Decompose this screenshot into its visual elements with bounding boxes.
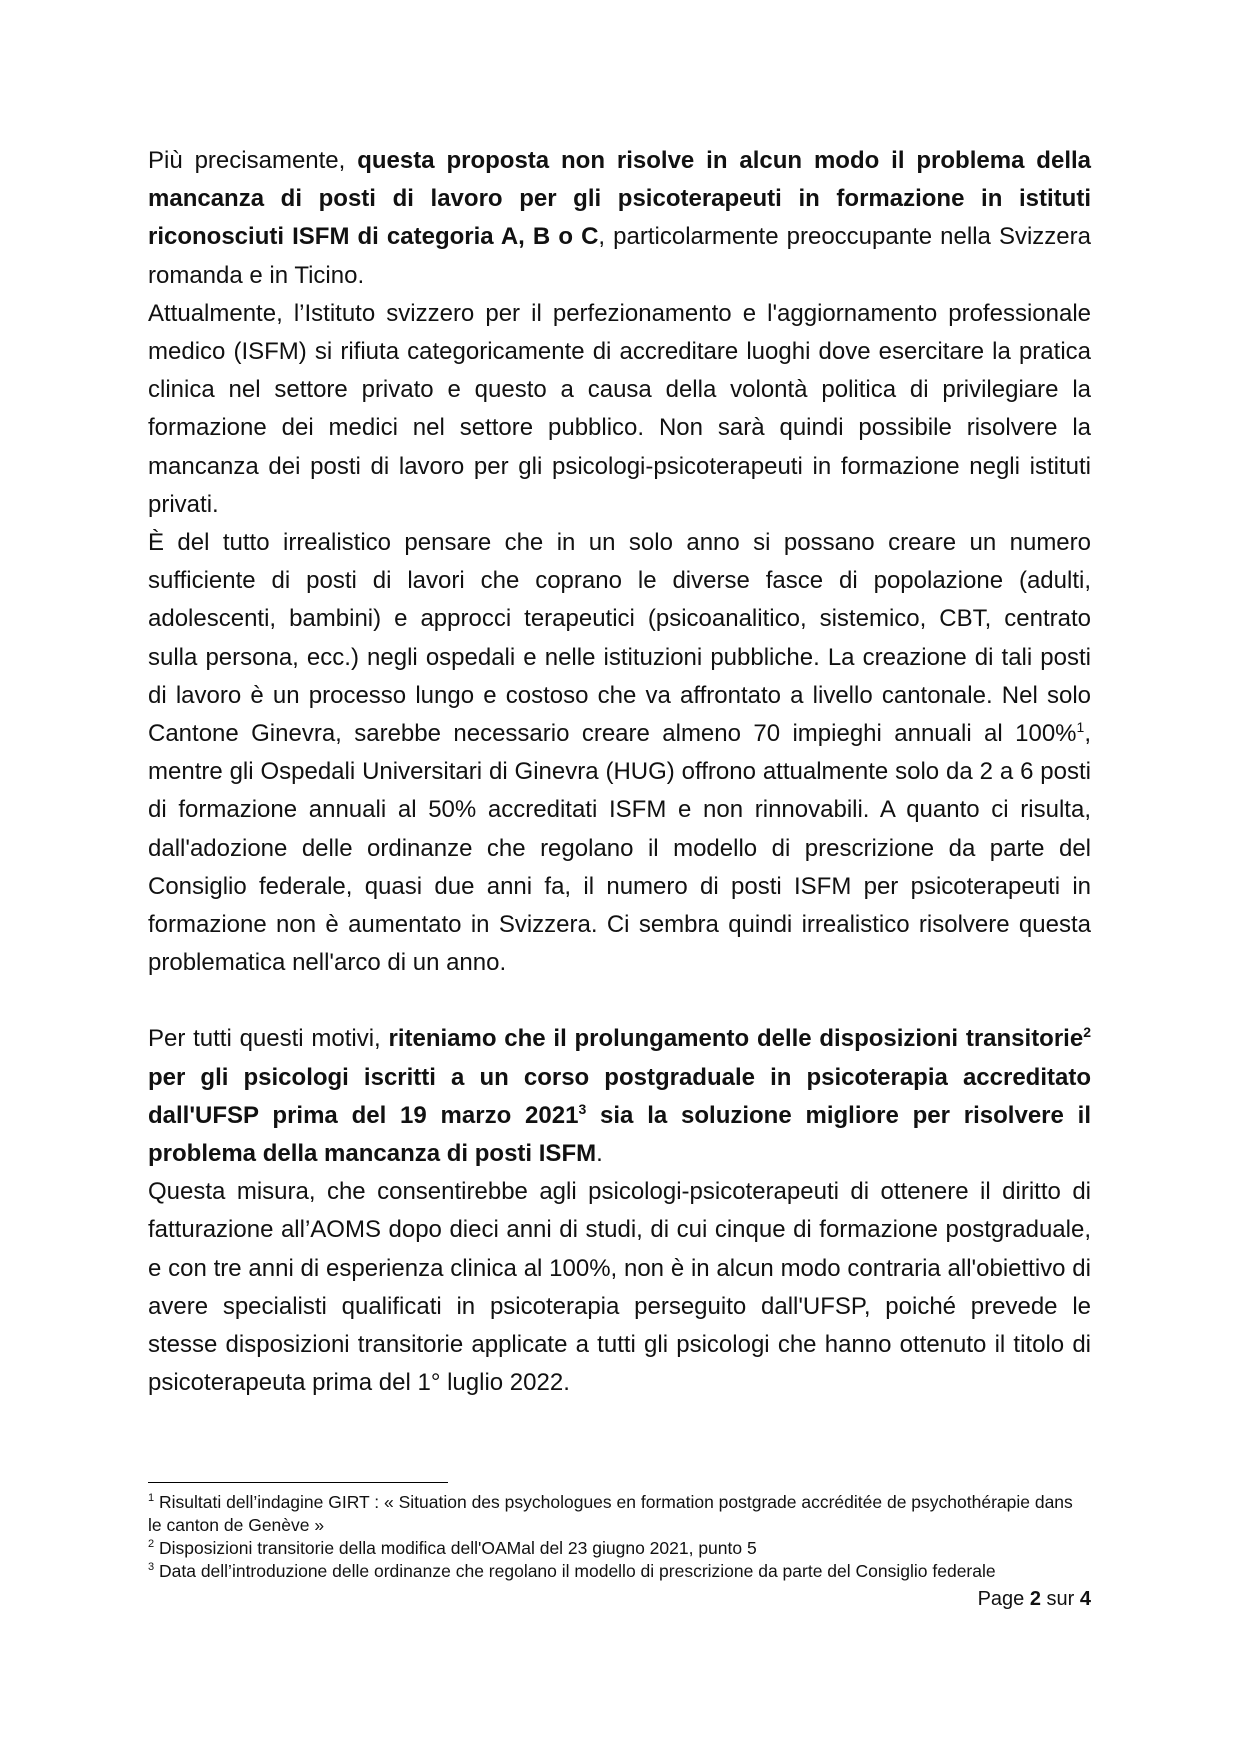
paragraph-2: Attualmente, l’Istituto svizzero per il perfezionamento e l'aggiornamento professionale medico (ISFM) si rifiuta categoricamente di accreditare luoghi dove esercitare la pratica clinica nel settore privato e questo a causa della volontà politica di privilegiare la formazione dei medici nel settore pubblico. Non sarà quindi possibile risolvere la mancanza dei posti di lavoro per gli psicologi-psicoterapeuti in formazione negli istituti privati.: [148, 299, 1091, 518]
footnotes: [148, 1482, 1091, 1583]
paragraph-5: Questa misura, che consentirebbe agli psicologi-psicoterapeuti di ottenere il diritto di fatturazione all’AOMS dopo dieci anni di studi, di cui cinque di formazione postgraduale, e con tre anni di esperienza clinica al 100%, non è in alcun modo contraria all'obiettivo di avere specialisti qualificati in psicoterapia perseguito dall'UFSP, poiché prevede le stesse disposizioni transitorie applicate a tutti gli psicologi che hanno ottenuto il titolo di psicoterapeuta prima del 1° luglio 2022.: [148, 1178, 1091, 1397]
emphasis-text: questa proposta non risolve in alcun modo il problema della mancanza di posti di lavoro per gli psicoterapeuti in formazione in istituti riconosciuti ISFM di categoria A, B o C: [148, 147, 1092, 251]
footnote-1: $^1$ Risultati dell’indagine GIRT : « Situation des psychologues en formation postgrade accréditée de psychothérapie dans le canton de Genève »: [148, 1492, 1073, 1535]
body-text: [148, 142, 1091, 1403]
paragraph-3: È del tutto irrealistico pensare che in un solo anno si possano creare un numero sufficiente di posti di lavori che coprano le diverse fasce di popolazione (adulti, adolescenti, bambini) e approcci terapeutici (psicoanalitico, sistemico, CBT, centrato sulla persona, ecc.) negli ospedali e nelle istituzioni pubbliche. La creazione di tali posti di lavoro è un processo lungo e costoso che va affrontato a livello cantonale. Nel solo Cantone Ginevra, sarebbe necessario creare almeno 70 impieghi annuali al 100%$^1$, mentre gli Ospedali Universitari di Ginevra (HUG) offrono attualmente solo da 2 a 6 posti di formazione annuali al 50% accreditati ISFM e non rinnovabili. A quanto ci risulta, dall'adozione delle ordinanze che regolano il modello di prescrizione da parte del Consiglio federale, quasi due anni fa, il numero di posti ISFM per psicoterapeuti in formazione non è aumentato in Svizzera. Ci sembra quindi irrealistico risolvere questa problematica nell'arco di un anno.: [148, 529, 1091, 977]
footnote-ref-3: 3: [578, 1100, 587, 1117]
paragraph-1: Più precisamente, questa proposta non risolve in alcun modo il problema della mancanza di posti di lavoro per gli psicoterapeuti in formazione in istituti riconosciuti ISFM di categoria A, B o C, particolarmente preoccupante nella Svizzera romanda e in Ticino.: [148, 147, 1092, 289]
emphasis-text: riteniamo che il prolungamento delle disposizioni transitorie$^2$ per gli psicologi iscritti a un corso postgraduale in psicoterapia accreditato dall'UFSP prima del 19 marzo 2021$^3$ sia la soluzione migliore per risolvere il problema della mancanza di posti ISFM: [148, 1024, 1091, 1168]
paragraph-4: Per tutti questi motivi, riteniamo che il prolungamento delle disposizioni transitorie$^2$ per gli psicologi iscritti a un corso postgraduale in psicoterapia accreditato dall'UFSP prima del 19 marzo 2021$^3$ sia la soluzione migliore per risolvere il problema della mancanza di posti ISFM.: [148, 1024, 1091, 1168]
footnote-3: $^3$ Data dell’introduzione delle ordinanze che regolano il modello di prescrizione da parte del Consiglio federale: [148, 1561, 996, 1581]
page-number: Page 2 sur 4: [977, 1588, 1091, 1610]
footnote-ref-2: 2: [1083, 1024, 1091, 1041]
footnote-ref-1: 1: [1076, 719, 1085, 736]
footnote-2: $^2$ Disposizioni transitorie della modifica dell'OAMal del 23 giugno 2021, punto 5: [148, 1538, 757, 1558]
footnote-separator: [148, 1482, 448, 1483]
